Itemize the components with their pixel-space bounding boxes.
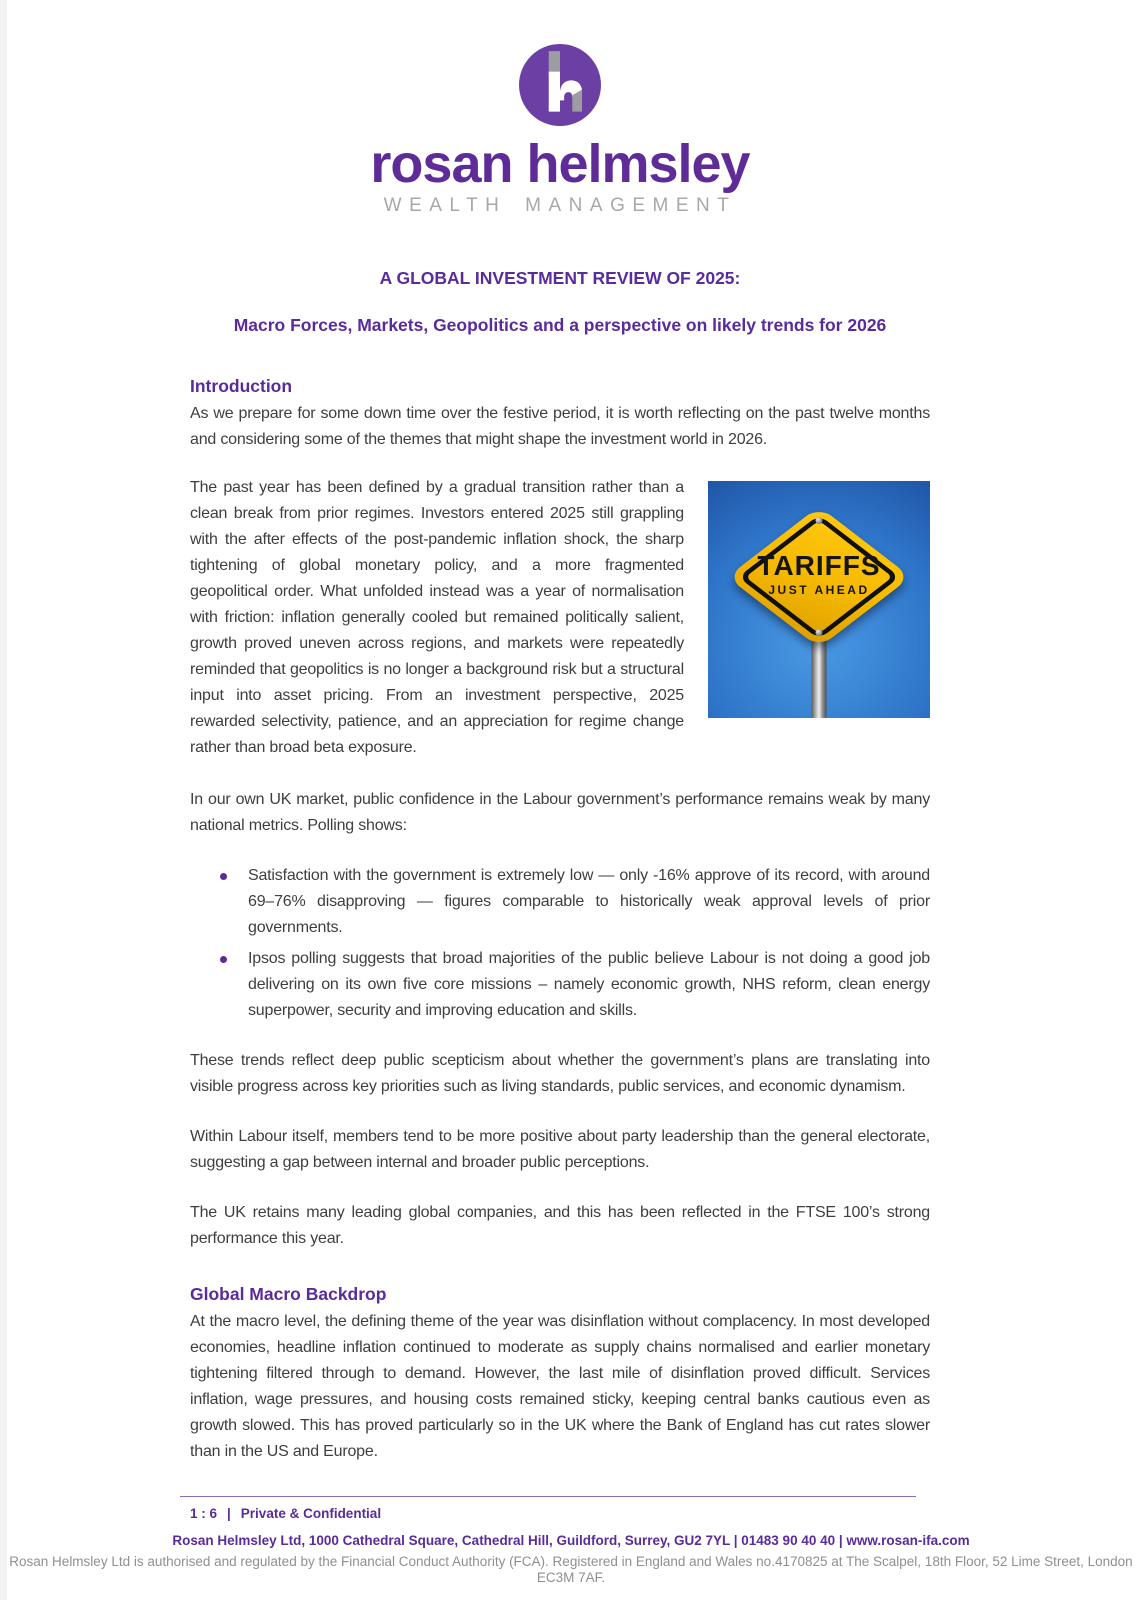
- sign-text: [708, 551, 930, 598]
- brand-logo-block: [190, 0, 930, 218]
- footer-separator: |: [227, 1506, 231, 1521]
- sign-text-just-ahead: JUST AHEAD: [768, 583, 870, 597]
- footer-divider-line: [180, 1496, 916, 1497]
- bullet-item-satisfaction: Satisfaction with the government is extremely low — only -16% approve of its record, with around 69–76% disapproving — figures comparable to historically weak approval levels of prior governments.: [218, 863, 930, 941]
- paragraph-intro-2-text: The past year has been defined by a gradual transition rather than a clean break from prior regimes. Investors entered 2025 still grappling with the after effects of the post-pandemic inflation shock, the sharp tightening of global monetary policy, and a more fragmented geopolitical order. What unfolded instead was a year of normalisation with friction: inflation generally cooled but remained politically salient, growth proved uneven across regions, and markets were repeatedly reminded that geopolitics is no longer a background risk but a structural input into asset pricing. From an investment perspective, 2025 rewarded selectivity, patience, and an appreciation for regime change rather than broad beta exposure.: [190, 479, 684, 756]
- footer-page-row: [190, 1506, 1142, 1522]
- paragraph-macro: At the macro level, the defining theme of the year was disinflation without complacency. In most developed economies, headline inflation continued to moderate as supply chains normalised and earlier monetary tightening filtered through to demand. However, the last mile of disinflation proved difficult. Services inflation, wage pressures, and housing costs remained sticky, keeping central banks cautious even as growth slowed. This has proved particularly so in the UK where the Bank of England has cut rates slower than in the US and Europe.: [190, 1313, 930, 1460]
- page-footer: [0, 1496, 1142, 1586]
- footer-page-number: 1 : 6: [190, 1506, 218, 1521]
- section-heading-introduction: Introduction: [190, 376, 293, 396]
- page-edge-shadow: [0, 0, 7, 1600]
- sign-screw-bottom-icon: [816, 629, 823, 636]
- bullet-item-ipsos: Ipsos polling suggests that broad majorities of the public believe Labour is not doing a good job delivering on its own five core missions – namely economic growth, NHS reform, clean energy superpower, security and improving education and skills.: [218, 946, 930, 1024]
- sign-text-tariffs: TARIFFS: [757, 550, 881, 581]
- section-heading-global-macro: Global Macro Backdrop: [190, 1284, 387, 1304]
- footer-disclaimer: Rosan Helmsley Ltd is authorised and regulated by the Financial Conduct Authority (FCA). Registered in England and Wales no.4170825 at The Scalpel, 18th Floor, 52 Lime Street, London EC3M 7AF.: [9, 1554, 1133, 1585]
- paragraph-trends: These trends reflect deep public scepticism about whether the government’s plans are translating into visible progress across key priorities such as living standards, public services, and economic dynamism.: [190, 1052, 930, 1095]
- paragraph-uk-companies: The UK retains many leading global companies, and this has been reflected in the FTSE 100’s strong performance this year.: [190, 1204, 930, 1247]
- paragraph-intro-2: [190, 475, 930, 761]
- document-title: A GLOBAL INVESTMENT REVIEW OF 2025:: [379, 268, 741, 288]
- footer-contact-line: Rosan Helmsley Ltd, 1000 Cathedral Square, Cathedral Hill, Guildford, Surrey, GU2 7YL | 01483 90 40 40 | www.rosan-ifa.com: [172, 1533, 970, 1548]
- document-subtitle: Macro Forces, Markets, Geopolitics and a perspective on likely trends for 2026: [233, 315, 887, 335]
- sign-pole: [812, 639, 827, 718]
- tariffs-road-sign-image: [708, 481, 930, 718]
- brand-tagline: WEALTH MANAGEMENT: [383, 195, 737, 216]
- rosan-helmsley-logo-icon: [519, 44, 601, 126]
- paragraph-uk-market: In our own UK market, public confidence in the Labour government’s performance remains weak by many national metrics. Polling shows:: [190, 791, 930, 834]
- paragraph-intro-1: As we prepare for some down time over the festive period, it is worth reflecting on the past twelve months and considering some of the themes that might shape the investment world in 2026.: [190, 405, 930, 448]
- paragraph-labour: Within Labour itself, members tend to be more positive about party leadership than the general electorate, suggesting a gap between internal and broader public perceptions.: [190, 1128, 930, 1171]
- polling-bullet-list: [218, 863, 930, 1024]
- footer-confidential-label: Private & Confidential: [240, 1506, 382, 1521]
- brand-name: rosan helmsley: [370, 134, 750, 194]
- sign-screw-top-icon: [816, 517, 823, 524]
